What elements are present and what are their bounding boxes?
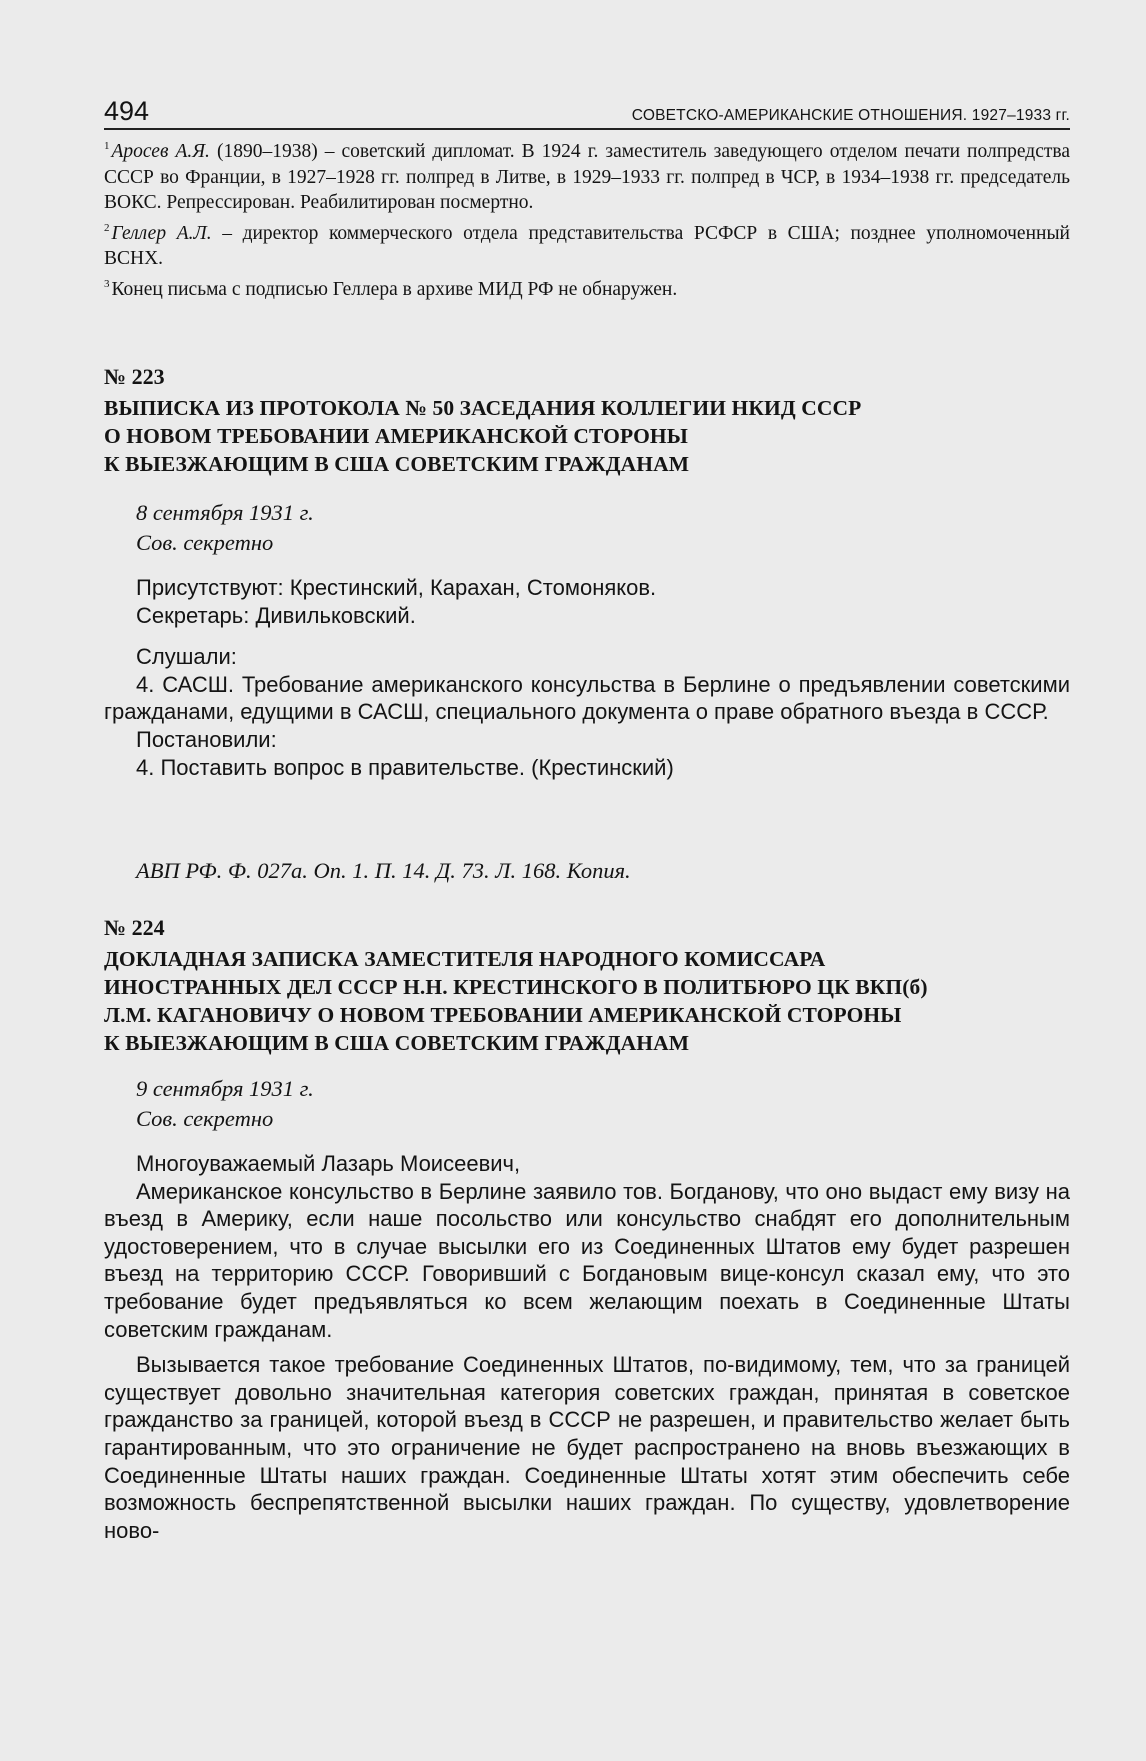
heard-text: 4. САСШ. Требование американского консульства в Берлине о предъявлении советскими гражданами, едущими в САСШ, специального документа о праве обратного въезда в СССР. [104, 671, 1070, 725]
doc224-number: № 224 [104, 915, 165, 940]
title-line: Л.М. КАГАНОВИЧУ О НОВОМ ТРЕБОВАНИИ АМЕРИКАНСКОЙ СТОРОНЫ [104, 1003, 902, 1027]
page-number: 494 [104, 96, 150, 126]
title-line: К ВЫЕЗЖАЮЩИМ В США СОВЕТСКИМ ГРАЖДАНАМ [104, 1031, 690, 1055]
doc223-body [104, 574, 1070, 781]
title-line: О НОВОМ ТРЕБОВАНИИ АМЕРИКАНСКОЙ СТОРОНЫ [104, 424, 688, 448]
footnote-mark: 3 [104, 277, 110, 290]
doc-date: 9 сентября 1931 г. [136, 1076, 314, 1101]
doc224-body [104, 1150, 1070, 1544]
present-line: Присутствуют: Крестинский, Карахан, Стомоняков. [136, 575, 657, 600]
footnote-3 [104, 272, 1070, 303]
running-header [104, 94, 1070, 130]
footnote-2 [104, 216, 1070, 272]
heard-label: Слушали: [136, 644, 237, 670]
doc223-archive-source: АВП РФ. Ф. 027а. Оп. 1. П. 14. Д. 73. Л. 168. Копия. [136, 858, 631, 883]
running-title: СОВЕТСКО-АМЕРИКАНСКИЕ ОТНОШЕНИЯ. 1927–1933 гг. [631, 107, 1070, 124]
paragraph: Вызывается такое требование Соединенных Штатов, по-видимому, тем, что за границей существует довольно значительная категория советских граждан, принятая в советское гражданство за границей, которой въезд в СССР не разрешен, и правительство желает быть гарантированным, что это ограничение не будет распространено на вновь въезжающих в Соединенные Штаты наших граждан. Соединенные Штаты хотят этим обеспечить себе возможность беспрепятственной высылки наших граждан. По существу, удовлетворение ново- [104, 1352, 1070, 1543]
salutation: Многоуважаемый Лазарь Моисеевич, [136, 1151, 521, 1176]
footnote-person: Аросев А.Я. [111, 141, 210, 162]
footnote-1 [104, 134, 1070, 216]
title-line: ИНОСТРАННЫХ ДЕЛ СССР Н.Н. КРЕСТИНСКОГО В ПОЛИТБЮРО ЦК ВКП(б) [104, 975, 928, 999]
title-line: ДОКЛАДНАЯ ЗАПИСКА ЗАМЕСТИТЕЛЯ НАРОДНОГО КОМИССАРА [104, 947, 826, 971]
decided-text: 4. Поставить вопрос в правительстве. (Крестинский) [136, 754, 674, 780]
footnote-text: Конец письма с подписью Геллера в архиве МИД РФ не обнаружен. [111, 278, 678, 300]
decided-label: Постановили: [136, 726, 277, 752]
footnotes [104, 134, 1070, 303]
footnote-mark: 2 [104, 221, 110, 234]
paragraph: Американское консульство в Берлине заявило тов. Богданову, что оно выдаст ему визу на въезд в Америку, если наше посольство или консульство снабдят его дополнительным удостоверением, что в случае высылки его из Соединенных Штатов ему будет разрешен въезд на территорию СССР. Говоривший с Богдановым вице-консул сказал ему, что это требование будет предъявляться ко всем желающим поехать в Соединенные Штаты советским гражданам. [104, 1178, 1070, 1342]
title-line: К ВЫЕЗЖАЮЩИМ В США СОВЕТСКИМ ГРАЖДАНАМ [104, 452, 690, 476]
doc223-title [104, 394, 1070, 478]
doc223-number: № 223 [104, 364, 165, 389]
doc224-title [104, 945, 1070, 1057]
footnote-text: (1890–1938) – советский дипломат. В 1924 г. заместитель заведующего отделом печати полпредства СССР во Франции, в 1927–1928 гг. полпред в Литве, в 1929–1933 гг. полпред в ЧСР, в 1934–1938 гг. председатель ВОКС. Репрессирован. Реабилитирован посмертно. [104, 141, 1071, 214]
footnote-mark: 1 [104, 140, 110, 152]
secretary-line: Секретарь: Дивильковский. [136, 602, 416, 628]
title-line: ВЫПИСКА ИЗ ПРОТОКОЛА № 50 ЗАСЕДАНИЯ КОЛЛЕГИИ НКИД СССР [104, 396, 862, 420]
doc-classification: Сов. секретно [136, 530, 274, 555]
doc224-meta [104, 1074, 1102, 1134]
footnote-text: – директор коммерческого отдела представительства РСФСР в США; позднее уполномоченный ВСНХ. [104, 222, 1070, 270]
doc-classification: Сов. секретно [136, 1106, 274, 1131]
doc-date: 8 сентября 1931 г. [136, 500, 314, 525]
doc223-meta [104, 498, 1102, 558]
footnote-person: Геллер А.Л. [111, 222, 212, 244]
